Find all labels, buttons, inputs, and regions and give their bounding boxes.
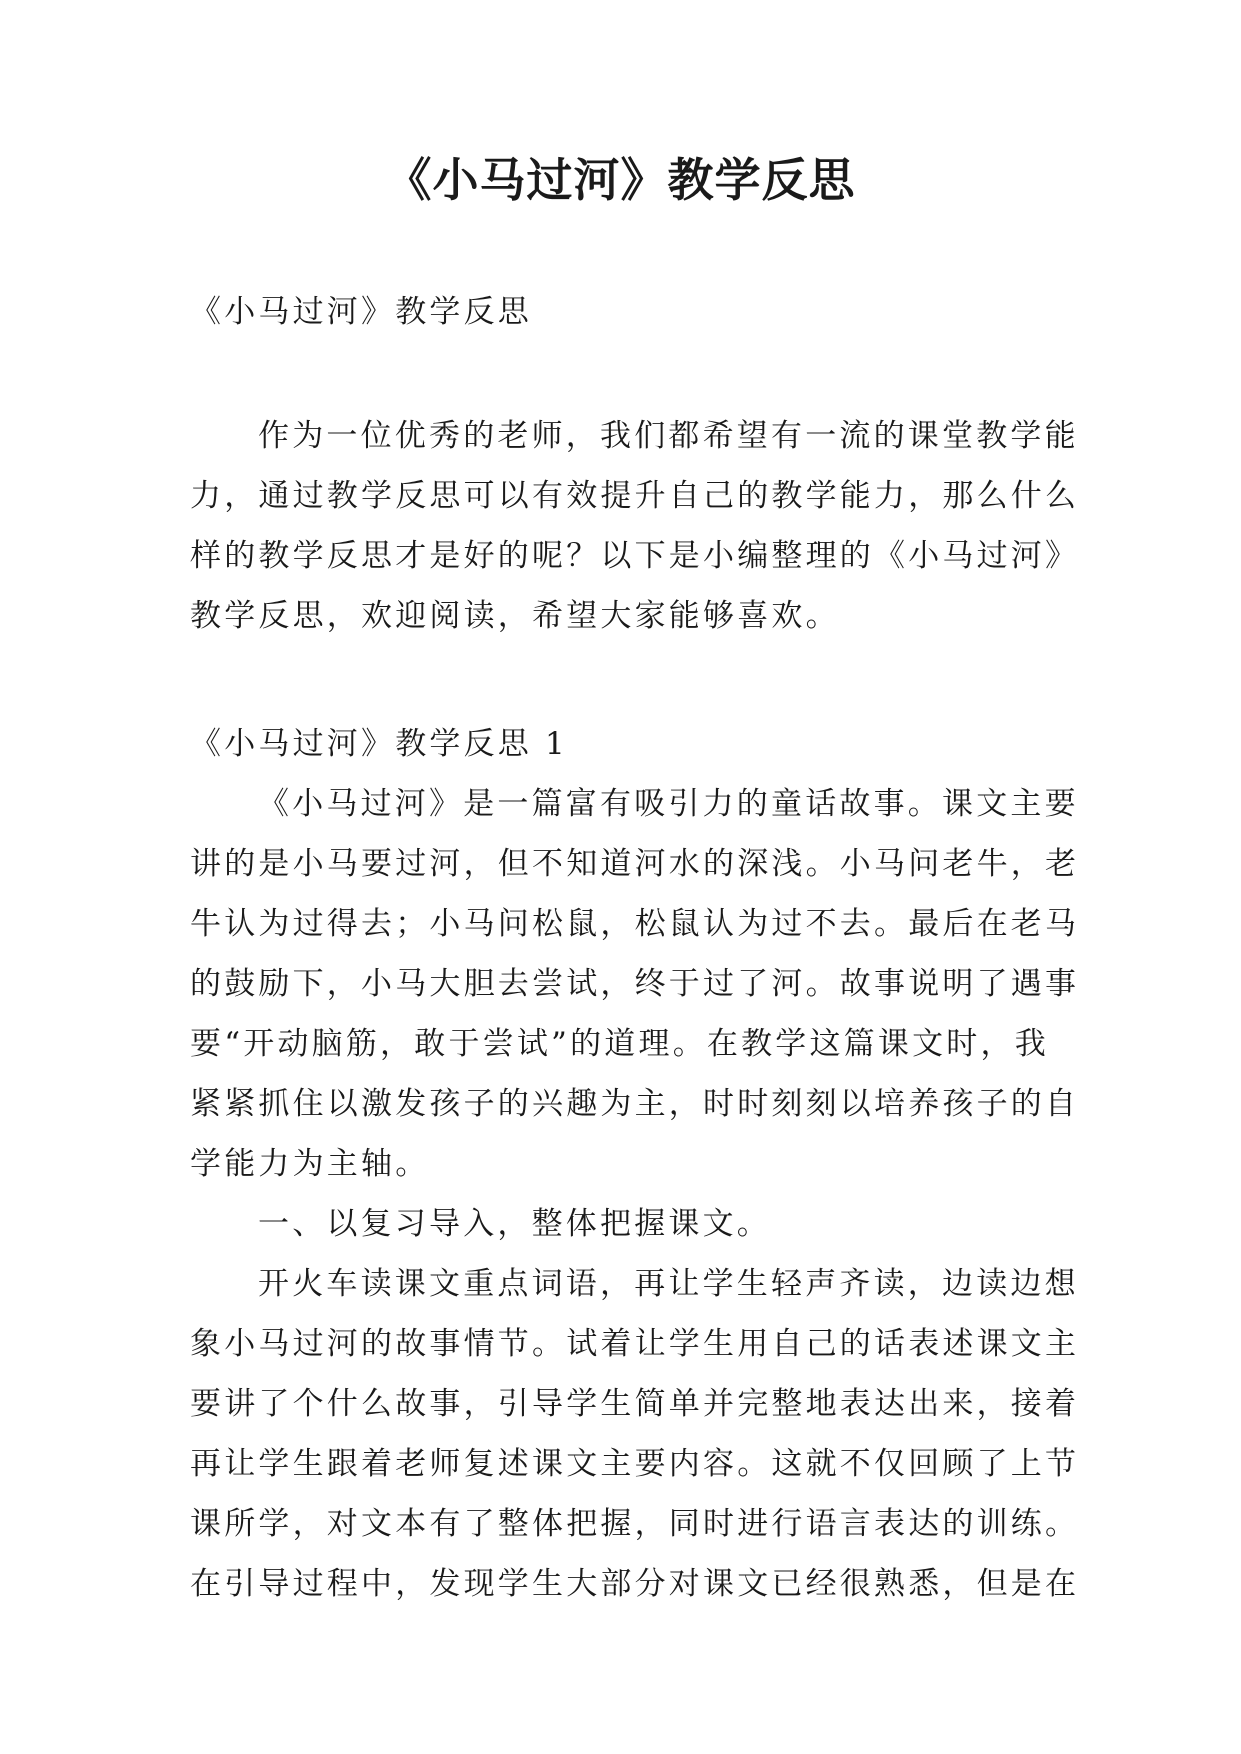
paragraph-line: 牛认为过得去；小马问松鼠，松鼠认为过不去。最后在老马 [190, 906, 1080, 942]
document-subtitle: 《小马过河》教学反思 [190, 294, 532, 330]
paragraph-line: 在引导过程中，发现学生大部分对课文已经很熟悉，但是在 [190, 1566, 1080, 1602]
paragraph-line: 要“开动脑筋，敢于尝试”的道理。在教学这篇课文时，我 [190, 1026, 1049, 1062]
document-title: 《小马过河》教学反思 [385, 153, 856, 207]
paragraph-line: 的鼓励下，小马大胆去尝试，终于过了河。故事说明了遇事 [190, 966, 1080, 1002]
section-paragraph [190, 1254, 1080, 1614]
paragraph-line: 讲的是小马要过河，但不知道河水的深浅。小马问老牛，老 [190, 846, 1080, 882]
intro-paragraph [190, 406, 1080, 646]
document-body [190, 282, 1080, 1614]
paragraph-line: 力，通过教学反思可以有效提升自己的教学能力，那么什么 [190, 478, 1080, 514]
paragraph-line: 教学反思，欢迎阅读，希望大家能够喜欢。 [190, 598, 840, 634]
paragraph-line: 再让学生跟着老师复述课文主要内容。这就不仅回顾了上节 [190, 1446, 1080, 1482]
paragraph-line: 学能力为主轴。 [190, 1146, 430, 1182]
paragraph-line: 象小马过河的故事情节。试着让学生用自己的话表述课文主 [190, 1326, 1080, 1362]
section-heading: 《小马过河》教学反思 1 [190, 726, 568, 762]
section-point-heading: 一、以复习导入，整体把握课文。 [258, 1206, 771, 1242]
paragraph-line: 紧紧抓住以激发孩子的兴趣为主，时时刻刻以培养孩子的自 [190, 1086, 1080, 1122]
paragraph-line: 作为一位优秀的老师，我们都希望有一流的课堂教学能 [258, 418, 1079, 454]
paragraph-line: 样的教学反思才是好的呢？以下是小编整理的《小马过河》 [190, 538, 1080, 574]
paragraph-line: 课所学，对文本有了整体把握，同时进行语言表达的训练。 [190, 1506, 1080, 1542]
paragraph-line: 《小马过河》是一篇富有吸引力的童话故事。课文主要 [258, 786, 1079, 822]
paragraph-line: 开火车读课文重点词语，再让学生轻声齐读，边读边想 [258, 1266, 1079, 1302]
paragraph-line: 要讲了个什么故事，引导学生简单并完整地表达出来，接着 [190, 1386, 1080, 1422]
section-paragraph [190, 774, 1080, 1194]
